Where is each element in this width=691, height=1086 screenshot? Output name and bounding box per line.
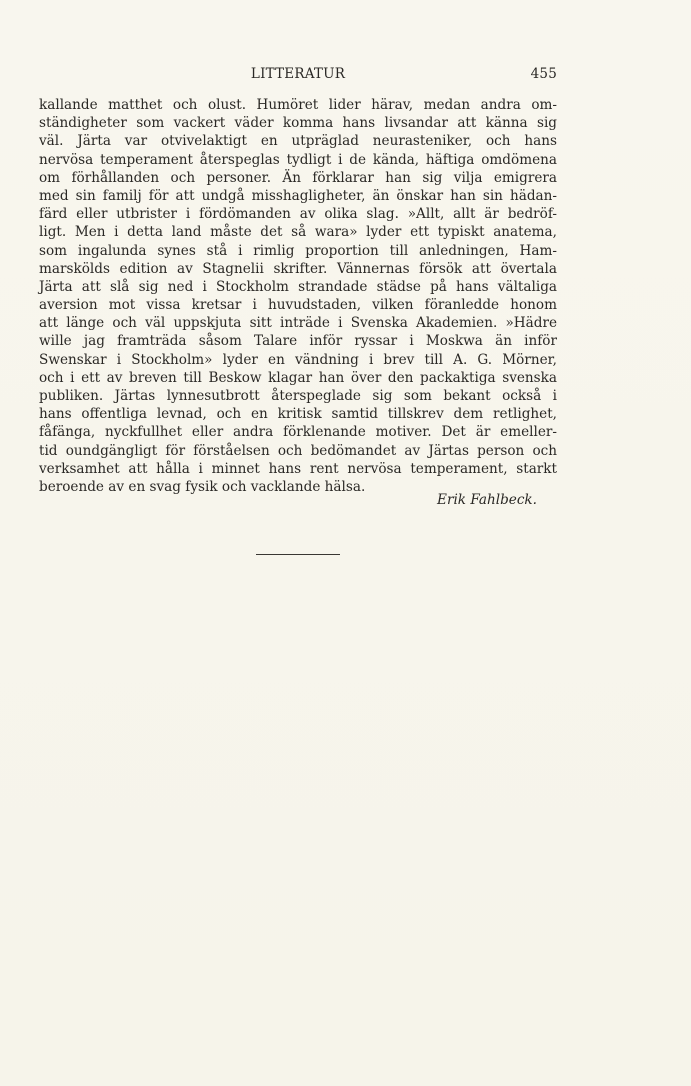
page-number: 455	[530, 66, 557, 82]
text-line: verksamhet att hålla i minnet hans rent nervösa temperament, starkt	[39, 460, 557, 477]
text-line: Järta att slå sig ned i Stockholm strandade städse på hans vältaliga	[39, 278, 557, 295]
text-line: wille jag framträda såsom Talare inför ryssar i Moskwa än inför	[39, 333, 557, 350]
section-divider	[256, 554, 340, 555]
text-line: att länge och väl uppskjuta sitt inträde i Svenska Akademien. »Hädre	[39, 315, 557, 332]
text-line: som ingalunda synes stå i rimlig proportion till anledningen, Ham-	[39, 242, 557, 259]
text-line: färd eller utbrister i fördömanden av olika slag. »Allt, allt är bedröf-	[39, 206, 557, 223]
running-header	[39, 66, 557, 86]
text-line: nervösa temperament återspeglas tydligt i de kända, häftiga omdömena	[39, 151, 557, 168]
text-line: marskölds edition av Stagnelii skrifter. Vännernas försök att övertala	[39, 260, 557, 277]
text-line: beroende av en svag fysik och vacklande hälsa.	[39, 478, 366, 495]
text-line: och i ett av breven till Beskow klagar han över den packaktiga svenska	[39, 369, 557, 386]
text-line: Swenskar i Stockholm» lyder en vändning i brev till A. G. Mörner,	[39, 351, 557, 368]
text-line: väl. Järta var otvivelaktigt en utpräglad neurasteniker, och hans	[39, 133, 557, 150]
text-line: ligt. Men i detta land måste det så wara» lyder ett typiskt anatema,	[39, 224, 557, 241]
body-paragraph	[39, 96, 557, 496]
text-line: publiken. Järtas lynnesutbrott återspeglade sig som bekant också i	[39, 388, 557, 404]
text-line: hans offentliga levnad, och en kritisk samtid tillskrev dem retlighet,	[39, 406, 557, 423]
text-line: tid oundgängligt för förståelsen och bedömandet av Järtas person och	[39, 442, 557, 459]
author-signature: Erik Fahlbeck.	[437, 492, 537, 508]
text-line: om förhållanden och personer. Än förklarar han sig vilja emigrera	[39, 169, 557, 186]
text-line: aversion mot vissa kretsar i huvudstaden, vilken föranledde honom	[39, 297, 557, 314]
text-line: fåfänga, nyckfullhet eller andra förklenande motiver. Det är emeller-	[39, 424, 557, 441]
text-line: ständigheter som vackert väder komma hans livsandar att känna sig	[39, 115, 557, 132]
text-line: med sin familj för att undgå misshagligheter, än önskar han sin hädan-	[39, 187, 557, 204]
text-line: kallande matthet och olust. Humöret lider härav, medan andra om-	[39, 97, 557, 113]
running-head-title: LITTERATUR	[250, 66, 346, 82]
